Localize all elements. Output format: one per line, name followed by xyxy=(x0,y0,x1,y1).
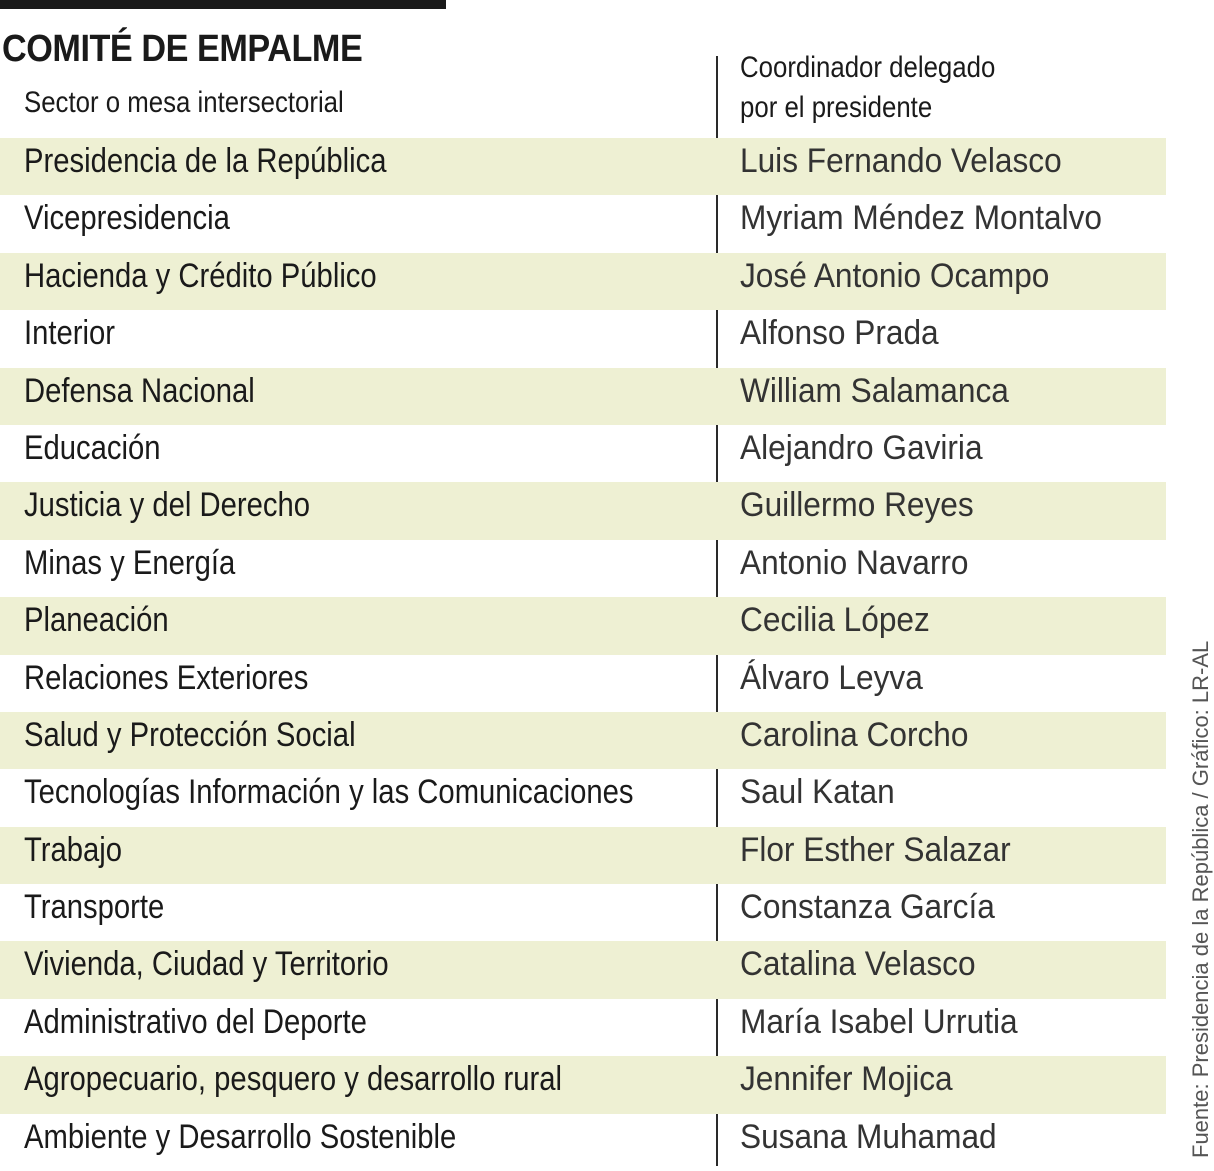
table-row xyxy=(0,999,1166,1056)
table-row xyxy=(0,368,1166,425)
column-header-coordinator-line1: Coordinador delegado xyxy=(740,51,996,84)
coordinator-cell: Antonio Navarro xyxy=(740,543,969,582)
column-header-sector: Sector o mesa intersectorial xyxy=(24,86,344,119)
table-row xyxy=(0,1056,1166,1113)
coordinator-cell: Saul Katan xyxy=(740,773,895,812)
sector-cell: Salud y Protección Social xyxy=(24,715,356,754)
table-row xyxy=(0,310,1166,367)
table-row xyxy=(0,425,1166,482)
sector-cell: Interior xyxy=(24,314,116,353)
sector-cell: Tecnologías Información y las Comunicaciones xyxy=(24,773,634,812)
table-row xyxy=(0,597,1166,654)
page-title: COMITÉ DE EMPALME xyxy=(2,28,363,70)
coordinator-cell: Myriam Méndez Montalvo xyxy=(740,199,1103,238)
table-row xyxy=(0,655,1166,712)
coordinator-cell: Alfonso Prada xyxy=(740,314,939,353)
coordinator-cell: Flor Esther Salazar xyxy=(740,830,1011,869)
sector-cell: Vivienda, Ciudad y Territorio xyxy=(24,945,389,984)
sector-cell: Administrativo del Deporte xyxy=(24,1002,367,1041)
sector-cell: Relaciones Exteriores xyxy=(24,658,309,697)
table-row xyxy=(0,884,1166,941)
sector-cell: Trabajo xyxy=(24,830,123,869)
sector-cell: Presidencia de la República xyxy=(24,142,387,180)
coordinator-cell: Luis Fernando Velasco xyxy=(740,142,1062,180)
source-credit: Fuente: Presidencia de la República / Gráfico: LR-AL xyxy=(1188,640,1213,1158)
sector-cell: Justicia y del Derecho xyxy=(24,486,311,525)
sector-cell: Agropecuario, pesquero y desarrollo rural xyxy=(24,1060,562,1099)
table-row xyxy=(0,941,1166,998)
coordinator-cell: Alejandro Gaviria xyxy=(740,428,983,467)
table-row xyxy=(0,195,1166,252)
table-row xyxy=(0,253,1166,310)
coordinator-cell: William Salamanca xyxy=(740,371,1009,410)
table-row xyxy=(0,769,1166,826)
table-row xyxy=(0,1114,1166,1171)
sector-cell: Ambiente y Desarrollo Sostenible xyxy=(24,1117,457,1156)
table-body xyxy=(0,138,1166,1171)
coordinator-cell: Susana Muhamad xyxy=(740,1117,997,1156)
coordinator-cell: Cecilia López xyxy=(740,601,930,640)
coordinator-cell: Guillermo Reyes xyxy=(740,486,974,525)
coordinator-cell: Jennifer Mojica xyxy=(740,1060,953,1099)
coordinator-cell: Álvaro Leyva xyxy=(740,658,923,697)
coordinator-cell: Catalina Velasco xyxy=(740,945,976,984)
table-row xyxy=(0,827,1166,884)
sector-cell: Hacienda y Crédito Público xyxy=(24,256,377,295)
table-row xyxy=(0,482,1166,539)
table-row xyxy=(0,540,1166,597)
table-row xyxy=(0,138,1166,195)
coordinator-cell: Carolina Corcho xyxy=(740,715,969,754)
top-rule xyxy=(0,0,446,9)
sector-cell: Planeación xyxy=(24,601,169,640)
sector-cell: Defensa Nacional xyxy=(24,371,255,410)
column-header-coordinator-line2: por el presidente xyxy=(740,91,933,124)
coordinator-cell: José Antonio Ocampo xyxy=(740,256,1050,295)
coordinator-cell: María Isabel Urrutia xyxy=(740,1002,1018,1041)
table-row xyxy=(0,712,1166,769)
sector-cell: Educación xyxy=(24,428,161,467)
sector-cell: Transporte xyxy=(24,888,165,927)
sector-cell: Vicepresidencia xyxy=(24,199,230,238)
sector-cell: Minas y Energía xyxy=(24,543,236,582)
coordinator-cell: Constanza García xyxy=(740,888,995,927)
column-header-coordinator xyxy=(740,48,995,128)
